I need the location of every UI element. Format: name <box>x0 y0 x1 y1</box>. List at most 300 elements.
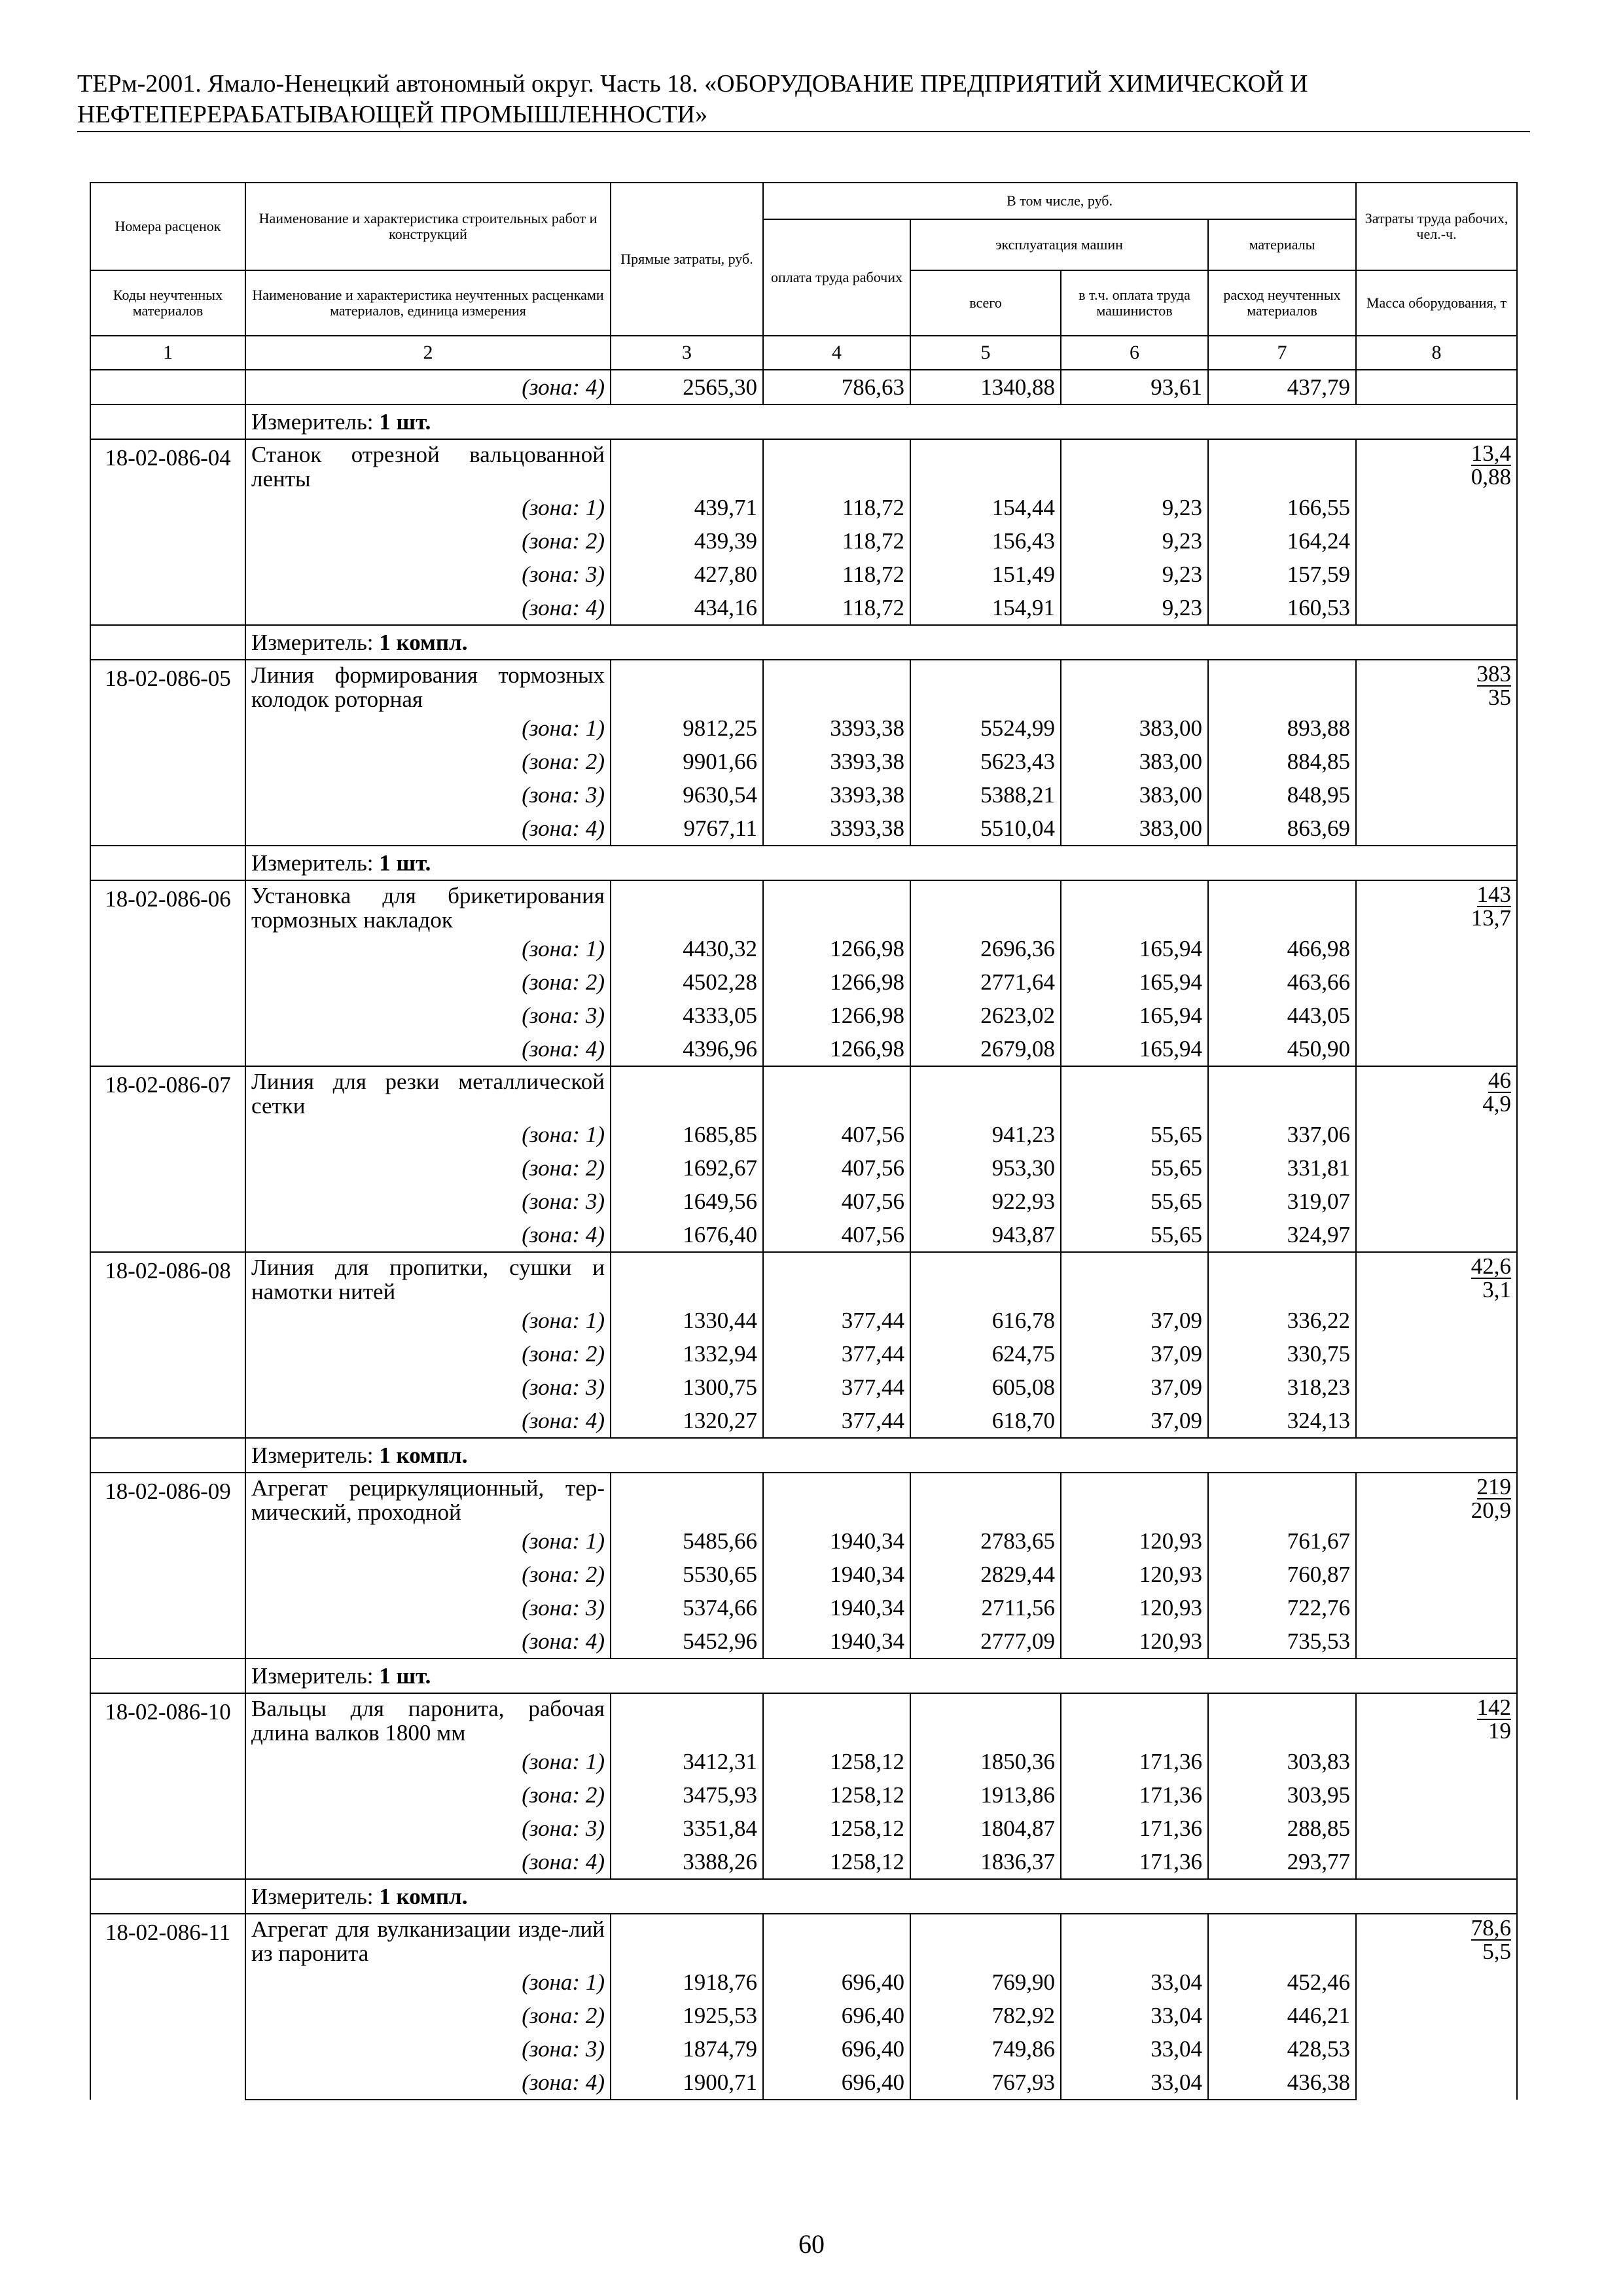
header-line-2: НЕФТЕПЕРЕРАБАТЫВАЮЩЕЙ ПРОМЫШЛЕННОСТИ» <box>77 101 708 128</box>
machines-total-cell: 749,86 <box>910 2032 1061 2066</box>
meter-label: Измеритель: <box>251 630 374 655</box>
worker-wages-cell: 3393,38 <box>763 812 910 846</box>
worker-wages-cell: 1940,34 <box>763 1624 910 1659</box>
machinist-wages-cell: 37,09 <box>1061 1371 1208 1404</box>
machinist-wages-cell: 165,94 <box>1061 999 1208 1032</box>
materials-cell: 463,66 <box>1208 965 1356 999</box>
col-header-material-names: Наименование и характеристика неучтенных расценками материалов, единица измерения <box>245 270 611 336</box>
direct-costs-cell: 1320,27 <box>611 1404 763 1438</box>
labor-value: 42,6 <box>1471 1253 1512 1279</box>
machinist-wages-cell: 165,94 <box>1061 1032 1208 1066</box>
zone-label: (зона: 2) <box>245 965 611 999</box>
machines-total-cell: 2679,08 <box>910 1032 1061 1066</box>
machinist-wages-cell: 37,09 <box>1061 1304 1208 1337</box>
machines-total-cell: 1340,88 <box>910 370 1061 404</box>
zone-label: (зона: 1) <box>245 1524 611 1558</box>
materials-cell: 735,53 <box>1208 1624 1356 1659</box>
machines-total-cell: 769,90 <box>910 1965 1061 1999</box>
worker-wages-cell: 407,56 <box>763 1151 910 1185</box>
col-header-worker-wages: оплата труда рабочих <box>763 219 910 336</box>
zone-row <box>90 1185 1517 1218</box>
direct-costs-cell: 439,71 <box>611 491 763 524</box>
machines-total-cell: 922,93 <box>910 1185 1061 1218</box>
direct-costs-cell: 4430,32 <box>611 932 763 965</box>
materials-cell: 446,21 <box>1208 1999 1356 2032</box>
col-header-labor-costs: Затраты труда рабочих, чел.-ч. <box>1356 183 1517 270</box>
col-header-materials: материалы <box>1208 219 1356 270</box>
meter-row <box>90 1659 1517 1693</box>
materials-cell: 437,79 <box>1208 370 1356 404</box>
col-header-equipment-mass: Масса оборудования, т <box>1356 270 1517 336</box>
zone-label: (зона: 4) <box>245 591 611 625</box>
item-name-row <box>90 1252 1517 1304</box>
zone-row <box>90 932 1517 965</box>
labor-value: 46 <box>1488 1067 1512 1093</box>
machinist-wages-cell: 383,00 <box>1061 778 1208 812</box>
zone-row <box>90 999 1517 1032</box>
zone-label: (зона: 1) <box>245 1745 611 1778</box>
worker-wages-cell: 1940,34 <box>763 1558 910 1591</box>
machines-total-cell: 2829,44 <box>910 1558 1061 1591</box>
machines-total-cell: 2696,36 <box>910 932 1061 965</box>
item-name: Агрегат рециркуляционный, тер-мический, проходной <box>245 1473 611 1524</box>
worker-wages-cell: 1940,34 <box>763 1591 910 1624</box>
direct-costs-cell: 5452,96 <box>611 1624 763 1659</box>
machinist-wages-cell: 55,65 <box>1061 1185 1208 1218</box>
machinist-wages-cell: 165,94 <box>1061 965 1208 999</box>
mass-value: 4,9 <box>1482 1091 1512 1117</box>
machines-total-cell: 1913,86 <box>910 1778 1061 1812</box>
materials-cell: 324,97 <box>1208 1218 1356 1252</box>
mass-value: 19 <box>1488 1718 1512 1744</box>
worker-wages-cell: 407,56 <box>763 1218 910 1252</box>
materials-cell: 166,55 <box>1208 491 1356 524</box>
zone-row <box>90 1591 1517 1624</box>
col-header-unaccounted-materials: расход неучтенных материалов <box>1208 270 1356 336</box>
zone-label: (зона: 4) <box>245 2066 611 2100</box>
labor-value: 142 <box>1476 1695 1512 1720</box>
machinist-wages-cell: 55,65 <box>1061 1218 1208 1252</box>
meter-cell <box>245 404 1517 439</box>
machinist-wages-cell: 37,09 <box>1061 1337 1208 1371</box>
materials-cell: 436,38 <box>1208 2066 1356 2100</box>
zone-row <box>90 1337 1517 1371</box>
col-header-work-name: Наименование и характеристика строительных работ и конструкций <box>245 183 611 270</box>
worker-wages-cell: 1258,12 <box>763 1745 910 1778</box>
worker-wages-cell: 1258,12 <box>763 1845 910 1879</box>
zone-label: (зона: 3) <box>245 778 611 812</box>
direct-costs-cell: 5374,66 <box>611 1591 763 1624</box>
col-number: 5 <box>910 336 1061 370</box>
zone-label: (зона: 1) <box>245 711 611 745</box>
meter-row <box>90 846 1517 880</box>
machines-total-cell: 767,93 <box>910 2066 1061 2100</box>
zone-row <box>90 1745 1517 1778</box>
machines-total-cell: 618,70 <box>910 1404 1061 1438</box>
zone-label: (зона: 4) <box>245 1624 611 1659</box>
zone-label: (зона: 1) <box>245 932 611 965</box>
meter-cell <box>245 846 1517 880</box>
worker-wages-cell: 696,40 <box>763 2066 910 2100</box>
zone-label: (зона: 4) <box>245 370 611 404</box>
direct-costs-cell: 3351,84 <box>611 1812 763 1845</box>
col-number: 3 <box>611 336 763 370</box>
worker-wages-cell: 3393,38 <box>763 711 910 745</box>
machines-total-cell: 5510,04 <box>910 812 1061 846</box>
direct-costs-cell: 3412,31 <box>611 1745 763 1778</box>
materials-cell: 157,59 <box>1208 558 1356 591</box>
col-number: 7 <box>1208 336 1356 370</box>
mass-value: 20,9 <box>1471 1498 1512 1523</box>
machines-total-cell: 782,92 <box>910 1999 1061 2032</box>
col-header-machinist-wages: в т.ч. оплата труда машинистов <box>1061 270 1208 336</box>
machinist-wages-cell: 383,00 <box>1061 745 1208 778</box>
machinist-wages-cell: 55,65 <box>1061 1151 1208 1185</box>
materials-cell: 893,88 <box>1208 711 1356 745</box>
machines-total-cell: 2623,02 <box>910 999 1061 1032</box>
zone-row <box>90 1624 1517 1659</box>
materials-cell: 160,53 <box>1208 591 1356 625</box>
item-name: Станок отрезной вальцованной ленты <box>245 439 611 491</box>
col-number: 6 <box>1061 336 1208 370</box>
machines-total-cell: 5524,99 <box>910 711 1061 745</box>
zone-label: (зона: 2) <box>245 1337 611 1371</box>
meter-row <box>90 625 1517 660</box>
machines-total-cell: 1804,87 <box>910 1812 1061 1845</box>
zone-row <box>90 778 1517 812</box>
labor-value: 219 <box>1476 1474 1512 1499</box>
direct-costs-cell: 4396,96 <box>611 1032 763 1066</box>
zone-label: (зона: 3) <box>245 1591 611 1624</box>
meter-unit: 1 компл. <box>379 630 468 655</box>
materials-cell: 319,07 <box>1208 1185 1356 1218</box>
direct-costs-cell: 1692,67 <box>611 1151 763 1185</box>
item-name-row <box>90 1693 1517 1745</box>
item-name-row <box>90 1066 1517 1118</box>
labor-value: 143 <box>1476 882 1512 907</box>
zone-label: (зона: 2) <box>245 1558 611 1591</box>
worker-wages-cell: 696,40 <box>763 1999 910 2032</box>
zone-label: (зона: 3) <box>245 1185 611 1218</box>
meter-label: Измеритель: <box>251 850 374 876</box>
meter-row <box>90 404 1517 439</box>
col-header-machine-operation: эксплуатация машин <box>910 219 1208 270</box>
labor-mass-cell <box>1356 1252 1517 1438</box>
labor-value: 13,4 <box>1471 440 1512 466</box>
item-name-row <box>90 660 1517 711</box>
zone-row <box>90 1218 1517 1252</box>
labor-mass-cell <box>1356 880 1517 1066</box>
zone-label: (зона: 2) <box>245 1999 611 2032</box>
machinist-wages-cell: 33,04 <box>1061 1999 1208 2032</box>
zone-label: (зона: 1) <box>245 1304 611 1337</box>
zone-row <box>90 745 1517 778</box>
direct-costs-cell: 5530,65 <box>611 1558 763 1591</box>
worker-wages-cell: 1266,98 <box>763 965 910 999</box>
document-header <box>77 69 1530 130</box>
item-name: Линия для резки металлической сетки <box>245 1066 611 1118</box>
zone-row <box>90 1151 1517 1185</box>
direct-costs-cell: 1918,76 <box>611 1965 763 1999</box>
machines-total-cell: 5388,21 <box>910 778 1061 812</box>
materials-cell: 324,13 <box>1208 1404 1356 1438</box>
direct-costs-cell: 2565,30 <box>611 370 763 404</box>
zone-label: (зона: 4) <box>245 1845 611 1879</box>
direct-costs-cell: 9630,54 <box>611 778 763 812</box>
machinist-wages-cell: 120,93 <box>1061 1524 1208 1558</box>
materials-cell: 848,95 <box>1208 778 1356 812</box>
col-number: 4 <box>763 336 910 370</box>
header-line-1: ТЕРм-2001. Ямало-Ненецкий автономный округ. Часть 18. «ОБОРУДОВАНИЕ ПРЕДПРИЯТИЙ ХИМИЧЕСКОЙ И <box>77 70 1308 98</box>
labor-mass-cell <box>1356 660 1517 846</box>
zone-label: (зона: 3) <box>245 999 611 1032</box>
worker-wages-cell: 118,72 <box>763 591 910 625</box>
machinist-wages-cell: 33,04 <box>1061 1965 1208 1999</box>
direct-costs-cell: 1925,53 <box>611 1999 763 2032</box>
zone-row <box>90 1032 1517 1066</box>
materials-cell: 722,76 <box>1208 1591 1356 1624</box>
item-name: Агрегат для вулканизации изде-лий из паронита <box>245 1914 611 1965</box>
meter-label: Измеритель: <box>251 1443 374 1468</box>
item-name-row <box>90 1473 1517 1524</box>
machinist-wages-cell: 93,61 <box>1061 370 1208 404</box>
meter-unit: 1 шт. <box>379 1663 431 1689</box>
mass-value: 5,5 <box>1482 1939 1512 1964</box>
worker-wages-cell: 3393,38 <box>763 778 910 812</box>
materials-cell: 164,24 <box>1208 524 1356 558</box>
rate-code: 18-02-086-07 <box>90 1066 245 1252</box>
meter-unit: 1 компл. <box>379 1443 468 1468</box>
rate-code: 18-02-086-10 <box>90 1693 245 1879</box>
materials-cell: 293,77 <box>1208 1845 1356 1879</box>
machinist-wages-cell: 9,23 <box>1061 524 1208 558</box>
materials-cell: 303,83 <box>1208 1745 1356 1778</box>
machinist-wages-cell: 120,93 <box>1061 1558 1208 1591</box>
meter-label: Измеритель: <box>251 409 374 435</box>
machinist-wages-cell: 33,04 <box>1061 2066 1208 2100</box>
col-number: 8 <box>1356 336 1517 370</box>
worker-wages-cell: 377,44 <box>763 1404 910 1438</box>
machines-total-cell: 616,78 <box>910 1304 1061 1337</box>
labor-mass-cell <box>1356 1066 1517 1252</box>
materials-cell: 331,81 <box>1208 1151 1356 1185</box>
direct-costs-cell: 1649,56 <box>611 1185 763 1218</box>
meter-cell <box>245 1659 1517 1693</box>
price-table <box>90 182 1518 2100</box>
machines-total-cell: 605,08 <box>910 1371 1061 1404</box>
col-header-machines-total: всего <box>910 270 1061 336</box>
machines-total-cell: 154,91 <box>910 591 1061 625</box>
direct-costs-cell: 434,16 <box>611 591 763 625</box>
zone-row <box>90 1524 1517 1558</box>
zone-row <box>90 1812 1517 1845</box>
item-name: Линия для пропитки, сушки и намотки нитей <box>245 1252 611 1304</box>
meter-row <box>90 1438 1517 1473</box>
machines-total-cell: 5623,43 <box>910 745 1061 778</box>
labor-value: 78,6 <box>1471 1915 1512 1941</box>
col-number: 2 <box>245 336 611 370</box>
worker-wages-cell: 407,56 <box>763 1118 910 1151</box>
zone-row <box>90 591 1517 625</box>
machinist-wages-cell: 383,00 <box>1061 711 1208 745</box>
worker-wages-cell: 786,63 <box>763 370 910 404</box>
zone-row <box>90 1304 1517 1337</box>
zone-row <box>90 711 1517 745</box>
meter-row <box>90 1879 1517 1914</box>
direct-costs-cell: 1330,44 <box>611 1304 763 1337</box>
header-divider <box>77 131 1530 132</box>
machines-total-cell: 953,30 <box>910 1151 1061 1185</box>
materials-cell: 450,90 <box>1208 1032 1356 1066</box>
materials-cell: 443,05 <box>1208 999 1356 1032</box>
machinist-wages-cell: 171,36 <box>1061 1812 1208 1845</box>
rate-code: 18-02-086-05 <box>90 660 245 846</box>
worker-wages-cell: 118,72 <box>763 558 910 591</box>
machines-total-cell: 2771,64 <box>910 965 1061 999</box>
meter-label: Измеритель: <box>251 1884 374 1909</box>
machines-total-cell: 2783,65 <box>910 1524 1061 1558</box>
zone-label: (зона: 3) <box>245 558 611 591</box>
worker-wages-cell: 1266,98 <box>763 932 910 965</box>
materials-cell: 330,75 <box>1208 1337 1356 1371</box>
zone-row <box>90 1558 1517 1591</box>
rate-code: 18-02-086-09 <box>90 1473 245 1659</box>
zone-label: (зона: 1) <box>245 1118 611 1151</box>
zone-row <box>90 491 1517 524</box>
rate-code: 18-02-086-06 <box>90 880 245 1066</box>
item-name: Вальцы для паронита, рабочая длина валков 1800 мм <box>245 1693 611 1745</box>
col-header-direct-costs: Прямые затраты, руб. <box>611 183 763 336</box>
worker-wages-cell: 3393,38 <box>763 745 910 778</box>
worker-wages-cell: 377,44 <box>763 1337 910 1371</box>
worker-wages-cell: 1258,12 <box>763 1812 910 1845</box>
zone-label: (зона: 2) <box>245 1151 611 1185</box>
worker-wages-cell: 1258,12 <box>763 1778 910 1812</box>
direct-costs-cell: 427,80 <box>611 558 763 591</box>
zone-label: (зона: 4) <box>245 1032 611 1066</box>
mass-value: 3,1 <box>1482 1277 1512 1302</box>
materials-cell: 760,87 <box>1208 1558 1356 1591</box>
machinist-wages-cell: 9,23 <box>1061 491 1208 524</box>
zone-label: (зона: 3) <box>245 1812 611 1845</box>
table-header <box>90 183 1517 370</box>
materials-cell: 761,67 <box>1208 1524 1356 1558</box>
machines-total-cell: 941,23 <box>910 1118 1061 1151</box>
machines-total-cell: 151,49 <box>910 558 1061 591</box>
direct-costs-cell: 1900,71 <box>611 2066 763 2100</box>
machinist-wages-cell: 171,36 <box>1061 1778 1208 1812</box>
item-name-row <box>90 439 1517 491</box>
zone-row <box>90 2066 1517 2100</box>
carry-over-row <box>90 370 1517 404</box>
direct-costs-cell: 4502,28 <box>611 965 763 999</box>
machines-total-cell: 2777,09 <box>910 1624 1061 1659</box>
page-number: 60 <box>798 2229 825 2259</box>
machinist-wages-cell: 9,23 <box>1061 558 1208 591</box>
worker-wages-cell: 377,44 <box>763 1304 910 1337</box>
zone-row <box>90 1999 1517 2032</box>
mass-value: 0,88 <box>1471 464 1512 490</box>
worker-wages-cell: 118,72 <box>763 524 910 558</box>
machines-total-cell: 154,44 <box>910 491 1061 524</box>
materials-cell: 303,95 <box>1208 1778 1356 1812</box>
machinist-wages-cell: 55,65 <box>1061 1118 1208 1151</box>
machines-total-cell: 1836,37 <box>910 1845 1061 1879</box>
worker-wages-cell: 118,72 <box>763 491 910 524</box>
worker-wages-cell: 1940,34 <box>763 1524 910 1558</box>
machinist-wages-cell: 171,36 <box>1061 1745 1208 1778</box>
machinist-wages-cell: 37,09 <box>1061 1404 1208 1438</box>
zone-row <box>90 1404 1517 1438</box>
table-body <box>90 370 1517 2100</box>
materials-cell: 288,85 <box>1208 1812 1356 1845</box>
direct-costs-cell: 3388,26 <box>611 1845 763 1879</box>
meter-label: Измеритель: <box>251 1663 374 1689</box>
zone-row <box>90 1118 1517 1151</box>
materials-cell: 318,23 <box>1208 1371 1356 1404</box>
col-header-rate-numbers: Номера расценок <box>90 183 245 270</box>
worker-wages-cell: 407,56 <box>763 1185 910 1218</box>
labor-mass-cell <box>1356 439 1517 625</box>
labor-mass-cell <box>1356 1914 1517 2100</box>
worker-wages-cell: 696,40 <box>763 2032 910 2066</box>
direct-costs-cell: 9812,25 <box>611 711 763 745</box>
zone-label: (зона: 4) <box>245 1218 611 1252</box>
machinist-wages-cell: 9,23 <box>1061 591 1208 625</box>
machinist-wages-cell: 383,00 <box>1061 812 1208 846</box>
zone-label: (зона: 4) <box>245 1404 611 1438</box>
direct-costs-cell: 3475,93 <box>611 1778 763 1812</box>
mass-value: 35 <box>1488 685 1512 710</box>
rate-code: 18-02-086-04 <box>90 439 245 625</box>
zone-row <box>90 1965 1517 1999</box>
meter-cell <box>245 1438 1517 1473</box>
machines-total-cell: 624,75 <box>910 1337 1061 1371</box>
labor-mass-cell <box>1356 1693 1517 1879</box>
meter-unit: 1 шт. <box>379 409 431 435</box>
zone-row <box>90 558 1517 591</box>
machines-total-cell: 1850,36 <box>910 1745 1061 1778</box>
direct-costs-cell: 1685,85 <box>611 1118 763 1151</box>
worker-wages-cell: 696,40 <box>763 1965 910 1999</box>
direct-costs-cell: 1676,40 <box>611 1218 763 1252</box>
machinist-wages-cell: 120,93 <box>1061 1591 1208 1624</box>
direct-costs-cell: 1874,79 <box>611 2032 763 2066</box>
direct-costs-cell: 4333,05 <box>611 999 763 1032</box>
materials-cell: 428,53 <box>1208 2032 1356 2066</box>
machines-total-cell: 2711,56 <box>910 1591 1061 1624</box>
machinist-wages-cell: 171,36 <box>1061 1845 1208 1879</box>
col-header-material-codes: Коды неучтенных материалов <box>90 270 245 336</box>
col-number: 1 <box>90 336 245 370</box>
zone-row <box>90 1845 1517 1879</box>
machines-total-cell: 943,87 <box>910 1218 1061 1252</box>
zone-row <box>90 965 1517 999</box>
labor-value: 383 <box>1476 661 1512 687</box>
direct-costs-cell: 1332,94 <box>611 1337 763 1371</box>
direct-costs-cell: 439,39 <box>611 524 763 558</box>
direct-costs-cell: 9901,66 <box>611 745 763 778</box>
machinist-wages-cell: 165,94 <box>1061 932 1208 965</box>
labor-mass-cell <box>1356 1473 1517 1659</box>
worker-wages-cell: 1266,98 <box>763 1032 910 1066</box>
machinist-wages-cell: 33,04 <box>1061 2032 1208 2066</box>
worker-wages-cell: 377,44 <box>763 1371 910 1404</box>
item-name: Установка для брикетирования тормозных накладок <box>245 880 611 932</box>
materials-cell: 884,85 <box>1208 745 1356 778</box>
zone-label: (зона: 3) <box>245 2032 611 2066</box>
direct-costs-cell: 9767,11 <box>611 812 763 846</box>
